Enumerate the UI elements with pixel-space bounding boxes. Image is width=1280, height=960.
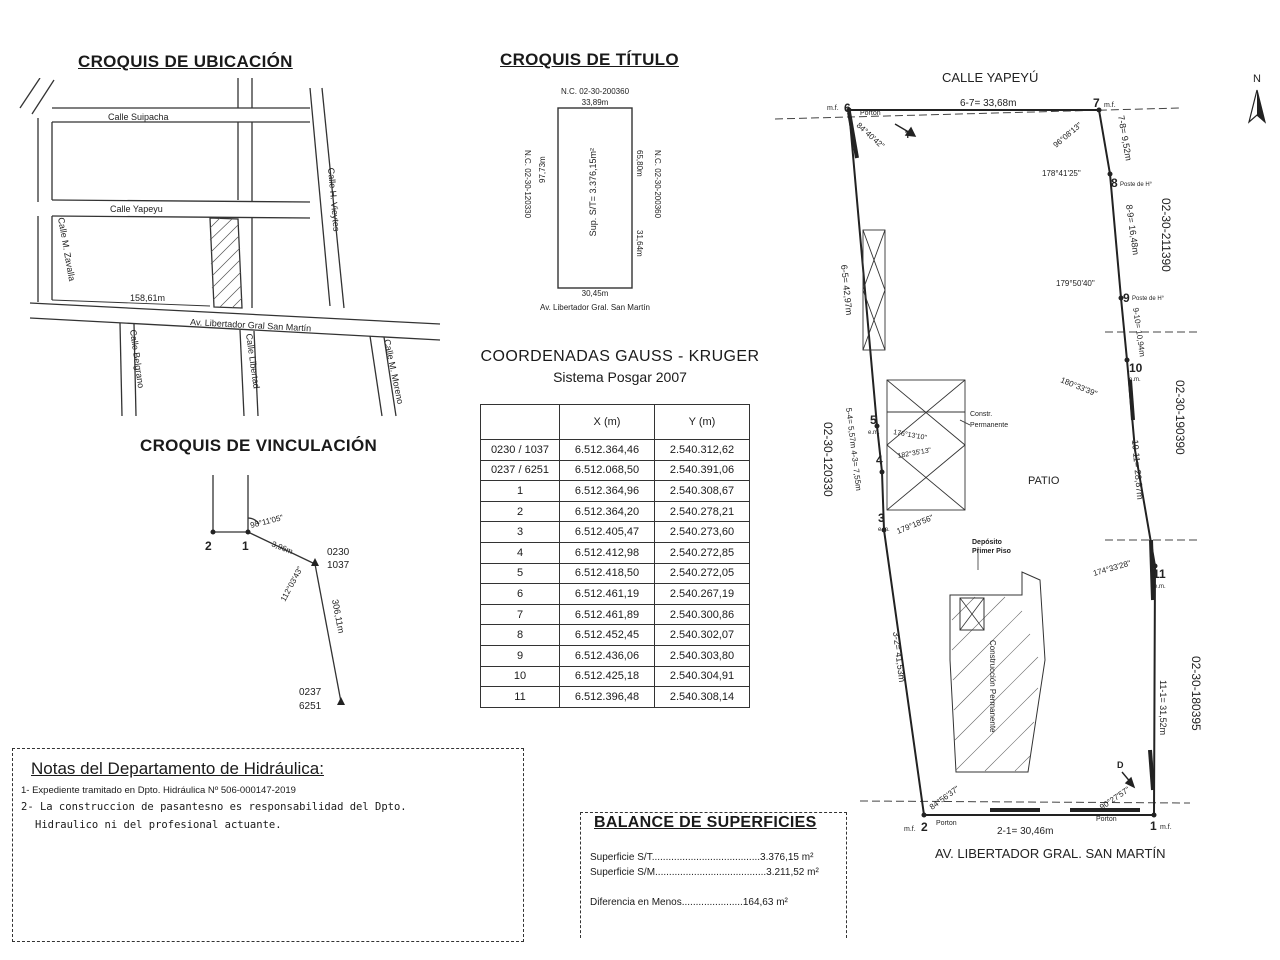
vinc-p2: 2 (205, 539, 212, 553)
cell: 9 (481, 645, 560, 666)
point-8: 8 (1111, 176, 1118, 190)
patio-label: PATIO (1028, 475, 1060, 487)
mf6: m.f. (827, 105, 839, 112)
cell: 2.540.272,05 (655, 563, 750, 584)
street-moreno: Calle M. Moreno (382, 338, 406, 406)
coords-subtitle: Sistema Posgar 2007 (553, 369, 687, 385)
right-length-bottom: 31,64m (635, 230, 644, 257)
poste-9: Poste de H° (1132, 296, 1165, 302)
cell: 2.540.308,14 (655, 687, 750, 708)
top-length: 33,89m (581, 98, 609, 107)
angle-3: 179°18'56" (895, 513, 935, 536)
cell: 2.540.308,67 (655, 481, 750, 502)
cell: 2.540.272,85 (655, 542, 750, 563)
dist-6-5: 6-5= 42,97m (839, 264, 855, 316)
street-libertador: Av. Libertador Gral San Martín (189, 317, 312, 334)
vinc-dist1: 3,96m (270, 539, 295, 557)
constr-2: Permanente (970, 422, 1009, 429)
balance-row-2: Superficie S/M........................................3.211,52 m² (590, 867, 819, 878)
cell: 6.512.418,50 (560, 563, 655, 584)
link-sketch (195, 470, 395, 720)
table-row (481, 666, 750, 687)
table-row (481, 542, 750, 563)
dist-3-2: 3-2= 41,53m (891, 631, 908, 683)
cell: 6.512.364,46 (560, 440, 655, 461)
dist-7-8: 7-8= 9,52m (1116, 114, 1134, 162)
distance-label: 158,61m (130, 293, 166, 303)
title-street: Av. Libertador Gral. San Martín (540, 303, 650, 312)
header-cell: X (m) (560, 405, 655, 440)
point-0237-marker (337, 697, 345, 705)
street-libertad: Calle Libertad (244, 332, 262, 390)
mf1: m.f. (1160, 824, 1172, 831)
point-7: 7 (1093, 96, 1100, 110)
cell: 2.540.267,19 (655, 584, 750, 605)
deposito-1: Depósito (972, 539, 1002, 546)
street-yapeyu: Calle Yapeyu (110, 204, 163, 214)
cell: 6 (481, 584, 560, 605)
sup-label: Sup. S/T= 3.376,15m² (588, 148, 598, 237)
street-vieytes: Calle H. Vieytes (326, 167, 342, 232)
constr-vertical: Construcción Permanente (988, 640, 997, 733)
cell: 2.540.304,91 (655, 666, 750, 687)
table-row (481, 522, 750, 543)
vinc-p1: 1 (242, 539, 249, 553)
cell: 4 (481, 542, 560, 563)
table-row (481, 563, 750, 584)
balance-row-3: Diferencia en Menos......................164,63 m² (590, 897, 788, 908)
point-6: 6 (844, 101, 851, 115)
table-row (481, 645, 750, 666)
cell: 6.512.068,50 (560, 460, 655, 481)
header-cell (481, 405, 560, 440)
coords-table (480, 404, 750, 708)
table-row (481, 501, 750, 522)
notes-title: Notas del Departamento de Hidráulica: (31, 759, 324, 778)
dist-9-10: 9-10= 10,94m (1131, 307, 1147, 358)
em3: e.m. (878, 527, 890, 533)
note-2b: Hidraulico ni del profesional actuante. (35, 819, 282, 831)
porton-bottom-2: Porton (1096, 816, 1117, 823)
table-header-row (481, 405, 750, 440)
cell: 0230 / 1037 (481, 440, 560, 461)
cell: 1 (481, 481, 560, 502)
cell: 8 (481, 625, 560, 646)
angle-6: 84°40'42" (854, 120, 887, 151)
cell: 2 (481, 501, 560, 522)
cell: 2.540.391,06 (655, 460, 750, 481)
table-row (481, 625, 750, 646)
t-label: T (905, 130, 911, 140)
vinc-pt-b2: 6251 (299, 701, 322, 712)
nc-left: N.C. 02-30-120330 (523, 150, 532, 219)
dist-10-11: 10-11= 28,87m (1130, 439, 1146, 501)
cell: 11 (481, 687, 560, 708)
note-1: 1- Expediente tramitado en Dpto. Hidráulica Nº 506-000147-2019 (21, 785, 296, 796)
porton-bottom-1: Porton (936, 820, 957, 827)
point-10: 10 (1129, 361, 1143, 375)
deposito-2: Primer Piso (972, 548, 1011, 555)
balance-row-1: Superficie S/T.......................................3.376,15 m² (590, 852, 814, 863)
cell: 6.512.436,06 (560, 645, 655, 666)
point-1-marker (246, 530, 251, 535)
street-belgrano: Calle Belgrano (128, 328, 147, 389)
cell: 2.540.303,80 (655, 645, 750, 666)
point-4: 4 (876, 453, 883, 467)
angle-11: 174°33'28" (1092, 558, 1132, 578)
cell: 6.512.425,18 (560, 666, 655, 687)
top-street: CALLE YAPEYÚ (942, 70, 1039, 85)
cell: 6.512.461,19 (560, 584, 655, 605)
cell: 6.512.364,20 (560, 501, 655, 522)
lot-plan (760, 60, 1280, 880)
cell: 6.512.412,98 (560, 542, 655, 563)
vinc-pt-a2: 1037 (327, 560, 350, 571)
dist-11-1: 11-1= 31,52m (1158, 680, 1168, 736)
dist-8-9: 8-9= 16,48m (1124, 203, 1141, 256)
dist-5-4-3: 5-4= 5,57m 4-3= 7,55m (844, 407, 864, 492)
poste-8: Poste de H° (1120, 182, 1153, 188)
cell: 6.512.452,45 (560, 625, 655, 646)
title-sketch (495, 78, 695, 318)
nc-right-1: 02-30-211390 (1159, 198, 1173, 272)
vinc-angle2: 112°03'43" (278, 565, 305, 603)
header-cell: Y (m) (655, 405, 750, 440)
balance-title: BALANCE DE SUPERFICIES (594, 814, 817, 831)
point-9: 9 (1123, 291, 1130, 305)
ubicacion-title: CROQUIS DE UBICACIÓN (78, 52, 293, 71)
cell: 2.540.302,07 (655, 625, 750, 646)
mf2: m.f. (904, 826, 916, 833)
d-label: D (1117, 760, 1124, 770)
coords-title: COORDENADAS GAUSS - KRUGER (480, 348, 760, 365)
north-label: N (1253, 73, 1261, 85)
table-row (481, 440, 750, 461)
angle-4: 182°35'13" (897, 447, 932, 460)
street-zavalla: Calle M. Zavalla (56, 216, 78, 282)
dist-6-7: 6-7= 33,68m (960, 98, 1017, 109)
angle-7: 96°08'13" (1051, 120, 1084, 150)
nc-right-3: 02-30-180395 (1189, 656, 1203, 731)
street-suipacha: Calle Suipacha (108, 112, 169, 122)
point-5: 5 (870, 413, 877, 427)
vinc-pt-a1: 0230 (327, 547, 350, 558)
lot-boundary (849, 110, 1155, 815)
angle-8: 178°41'25" (1042, 169, 1081, 178)
bottom-length: 30,45m (581, 289, 609, 298)
cell: 7 (481, 604, 560, 625)
cell: 10 (481, 666, 560, 687)
table-row (481, 604, 750, 625)
point-2-marker (211, 530, 216, 535)
right-length-top: 65,80m (635, 150, 644, 177)
nc-right-2: 02-30-190390 (1173, 380, 1187, 455)
point-11: 11 (1153, 567, 1166, 581)
cell: 6.512.364,96 (560, 481, 655, 502)
mf7: m.f. (1104, 102, 1116, 109)
angle-5: 176°13'10" (892, 429, 928, 442)
em10: e.m. (1129, 377, 1141, 383)
vinc-pt-b1: 0237 (299, 687, 322, 698)
table-row (481, 481, 750, 502)
nc-right: N.C. 02-30-200360 (653, 150, 662, 219)
table-row (481, 584, 750, 605)
em5: e.m. (868, 430, 880, 436)
left-length: 97,73m (538, 156, 547, 183)
point-1: 1 (1150, 819, 1157, 833)
angle-1: 90°27'57" (1098, 785, 1132, 812)
table-row (481, 687, 750, 708)
bottom-street: AV. LIBERTADOR GRAL. SAN MARTÍN (935, 846, 1166, 861)
notes-box (12, 748, 524, 942)
cell: 2.540.278,21 (655, 501, 750, 522)
em11: e.m. (1154, 584, 1166, 590)
cell: 2.540.312,62 (655, 440, 750, 461)
vinc-angle1: 98°11'05" (249, 513, 285, 530)
point-2: 2 (921, 820, 928, 834)
nc-left: 02-30-120330 (821, 422, 835, 497)
titulo-title: CROQUIS DE TÍTULO (500, 50, 679, 69)
angle-2: 84°56'37" (927, 784, 961, 812)
constr-1: Constr. (970, 411, 993, 418)
cell: 6.512.461,89 (560, 604, 655, 625)
cell: 2.540.300,86 (655, 604, 750, 625)
nc-top: N.C. 02-30-200360 (560, 87, 630, 96)
cell: 6.512.396,48 (560, 687, 655, 708)
table-row (481, 460, 750, 481)
vinc-dist2: 306,11m (330, 598, 347, 635)
cell: 5 (481, 563, 560, 584)
angle-10: 180°33'39" (1059, 375, 1099, 399)
location-sketch (10, 78, 450, 418)
porton-top: Porton (860, 110, 881, 117)
cell: 2.540.273,60 (655, 522, 750, 543)
note-2a: 2- La construccion de pasantesno es responsabilidad del Dpto. (21, 801, 407, 813)
vinculacion-title: CROQUIS DE VINCULACIÓN (140, 436, 378, 455)
cell: 3 (481, 522, 560, 543)
angle-9: 179°50'40" (1056, 279, 1095, 288)
cell: 6.512.405,47 (560, 522, 655, 543)
cell: 0237 / 6251 (481, 460, 560, 481)
dist-2-1: 2-1= 30,46m (997, 826, 1054, 837)
point-3: 3 (878, 511, 885, 525)
